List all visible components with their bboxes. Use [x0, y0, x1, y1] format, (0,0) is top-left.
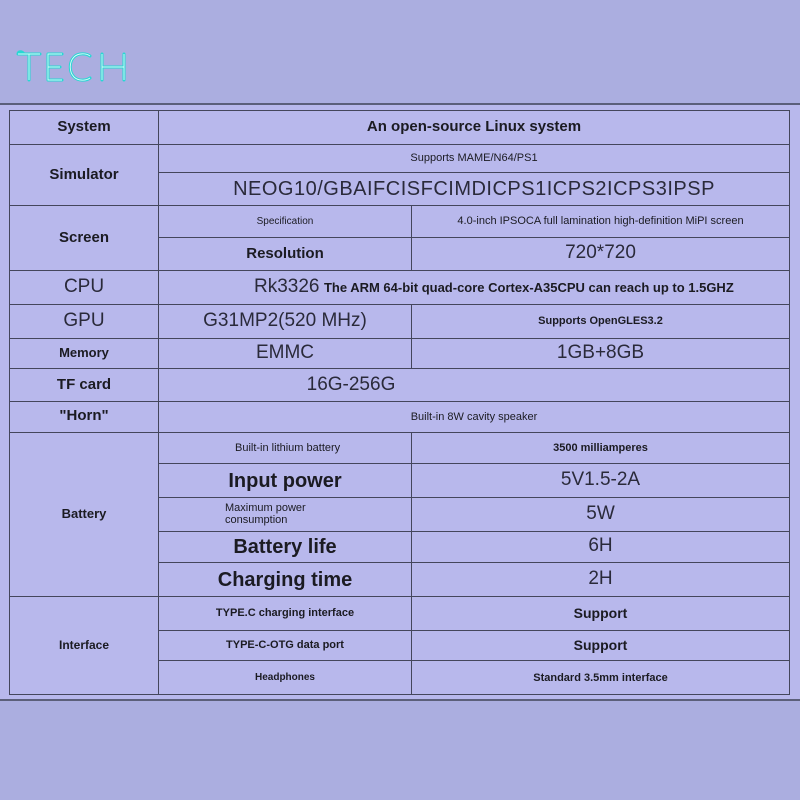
label-simulator: Simulator	[10, 144, 159, 205]
row-tf-card	[10, 369, 790, 402]
battery-row-name: Charging time	[159, 563, 412, 597]
cpu-model: Rk3326	[254, 276, 320, 298]
value-horn: Built-in 8W cavity speaker	[159, 401, 790, 432]
tech-logo-mark	[14, 46, 134, 86]
battery-row-name: Input power	[159, 464, 412, 498]
row-horn	[10, 401, 790, 432]
label-cpu: CPU	[10, 271, 159, 305]
label-interface: Interface	[10, 596, 159, 694]
row-battery-1	[10, 432, 790, 464]
battery-row-name: Built-in lithium battery	[159, 432, 412, 464]
label-screen-spec: Specification	[159, 205, 412, 237]
value-screen-spec: 4.0-inch IPSOCA full lamination high-definition MiPI screen	[412, 205, 790, 237]
value-simulator-support: Supports MAME/N64/PS1	[159, 144, 790, 173]
interface-row-value: Standard 3.5mm interface	[412, 661, 790, 695]
row-screen-spec	[10, 205, 790, 237]
value-resolution: 720*720	[412, 237, 790, 271]
interface-row-name: Headphones	[159, 661, 412, 695]
value-memory-capacity: 1GB+8GB	[412, 338, 790, 369]
value-system: An open-source Linux system	[159, 111, 790, 145]
label-horn: "Horn"	[10, 401, 159, 432]
label-resolution: Resolution	[159, 237, 412, 271]
battery-row-value: 5W	[412, 497, 790, 531]
label-tf-card: TF card	[10, 369, 159, 402]
spec-table	[9, 110, 790, 695]
label-battery: Battery	[10, 432, 159, 596]
tech-logo-text	[14, 86, 15, 87]
interface-row-value: Support	[412, 630, 790, 661]
value-gpu-support: Supports OpenGLES3.2	[412, 304, 790, 338]
battery-row-value: 3500 milliamperes	[412, 432, 790, 464]
value-cpu	[159, 271, 790, 305]
row-cpu	[10, 271, 790, 305]
tech-logo	[14, 46, 134, 86]
interface-row-name: TYPE-C-OTG data port	[159, 630, 412, 661]
value-tf-card: 16G-256G	[159, 369, 790, 402]
spec-panel	[0, 103, 800, 701]
interface-row-value: Support	[412, 596, 790, 630]
value-memory-type: EMMC	[159, 338, 412, 369]
battery-row-name: Maximum power consumption	[159, 497, 412, 531]
row-simulator-1	[10, 144, 790, 173]
label-screen: Screen	[10, 205, 159, 270]
row-gpu	[10, 304, 790, 338]
cpu-description: The ARM 64-bit quad-core Cortex-A35CPU can reach up to 1.5GHZ	[323, 280, 734, 296]
value-simulator-list: NEOG10/GBAIFCISFCIMDICPS1ICPS2ICPS3IPSP	[159, 173, 790, 206]
battery-row-value: 2H	[412, 563, 790, 597]
battery-row-value: 5V1.5-2A	[412, 464, 790, 498]
label-gpu: GPU	[10, 304, 159, 338]
value-gpu-model: G31MP2(520 MHz)	[159, 304, 412, 338]
row-interface-1	[10, 596, 790, 630]
row-system	[10, 111, 790, 145]
battery-row-value: 6H	[412, 531, 790, 563]
battery-row-name: Battery life	[159, 531, 412, 563]
label-system: System	[10, 111, 159, 145]
interface-row-name: TYPE.C charging interface	[159, 596, 412, 630]
row-memory	[10, 338, 790, 369]
label-memory: Memory	[10, 338, 159, 369]
